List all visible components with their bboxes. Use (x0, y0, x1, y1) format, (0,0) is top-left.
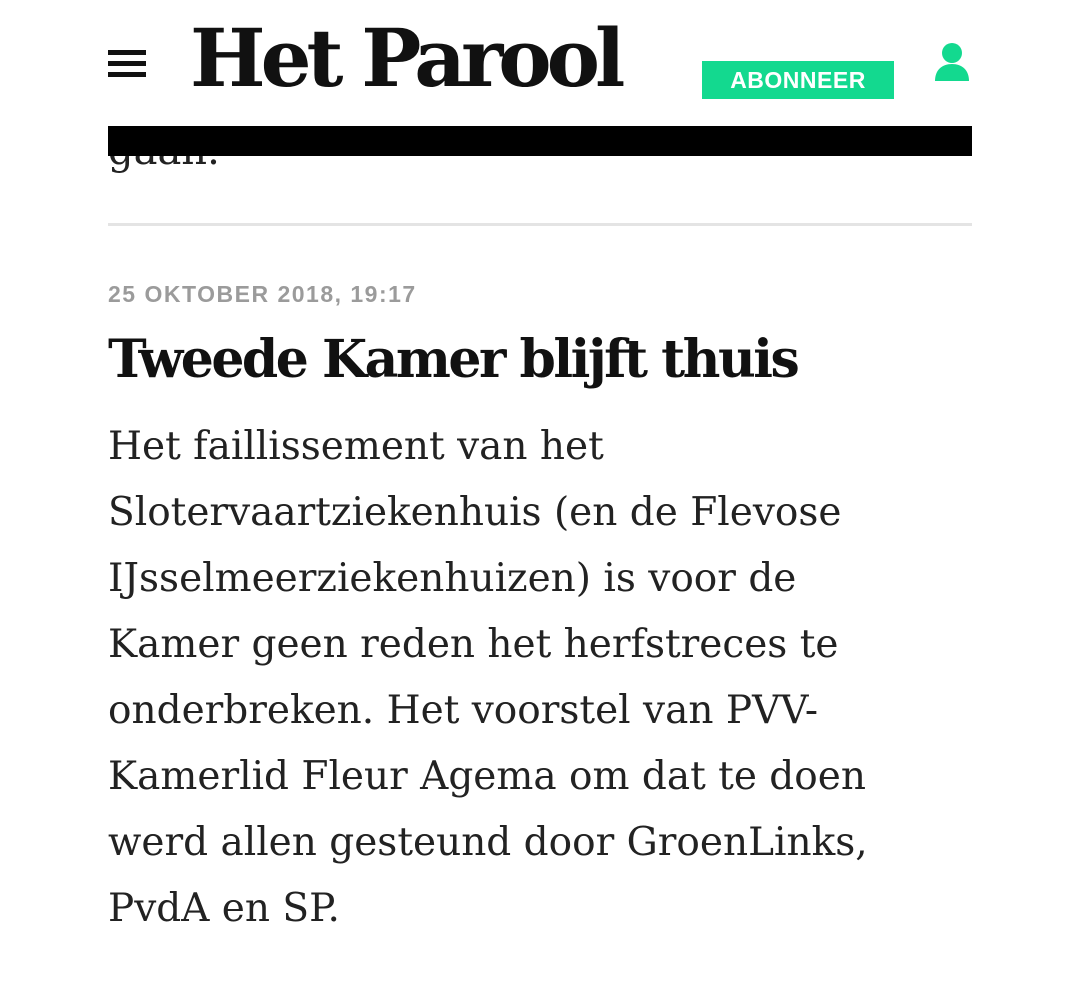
article-body (108, 414, 988, 942)
body-line: Slotervaartziekenhuis (en de Flevose (108, 490, 842, 535)
subscribe-button[interactable]: ABONNEER (702, 61, 894, 99)
article-headline[interactable]: Tweede Kamer blijft thuis (108, 329, 798, 390)
site-header (0, 0, 1088, 125)
body-line: werd allen gesteund door GroenLinks, (108, 820, 868, 865)
body-line: IJsselmeerziekenhuizen) is voor de (108, 556, 797, 601)
hamburger-menu-icon[interactable] (108, 50, 146, 78)
user-icon[interactable] (932, 42, 972, 82)
body-line: Het faillissement van het (108, 424, 604, 469)
body-line: Kamerlid Fleur Agema om dat te doen (108, 754, 866, 799)
redaction-bar (108, 126, 972, 156)
site-logo[interactable]: Het Parool (190, 11, 621, 105)
article-timestamp: 25 OKTOBER 2018, 19:17 (108, 281, 417, 307)
body-line: onderbreken. Het voorstel van PVV- (108, 688, 818, 733)
body-line: PvdA en SP. (108, 886, 340, 931)
divider (108, 223, 972, 226)
body-line: Kamer geen reden het herfstreces te (108, 622, 839, 667)
